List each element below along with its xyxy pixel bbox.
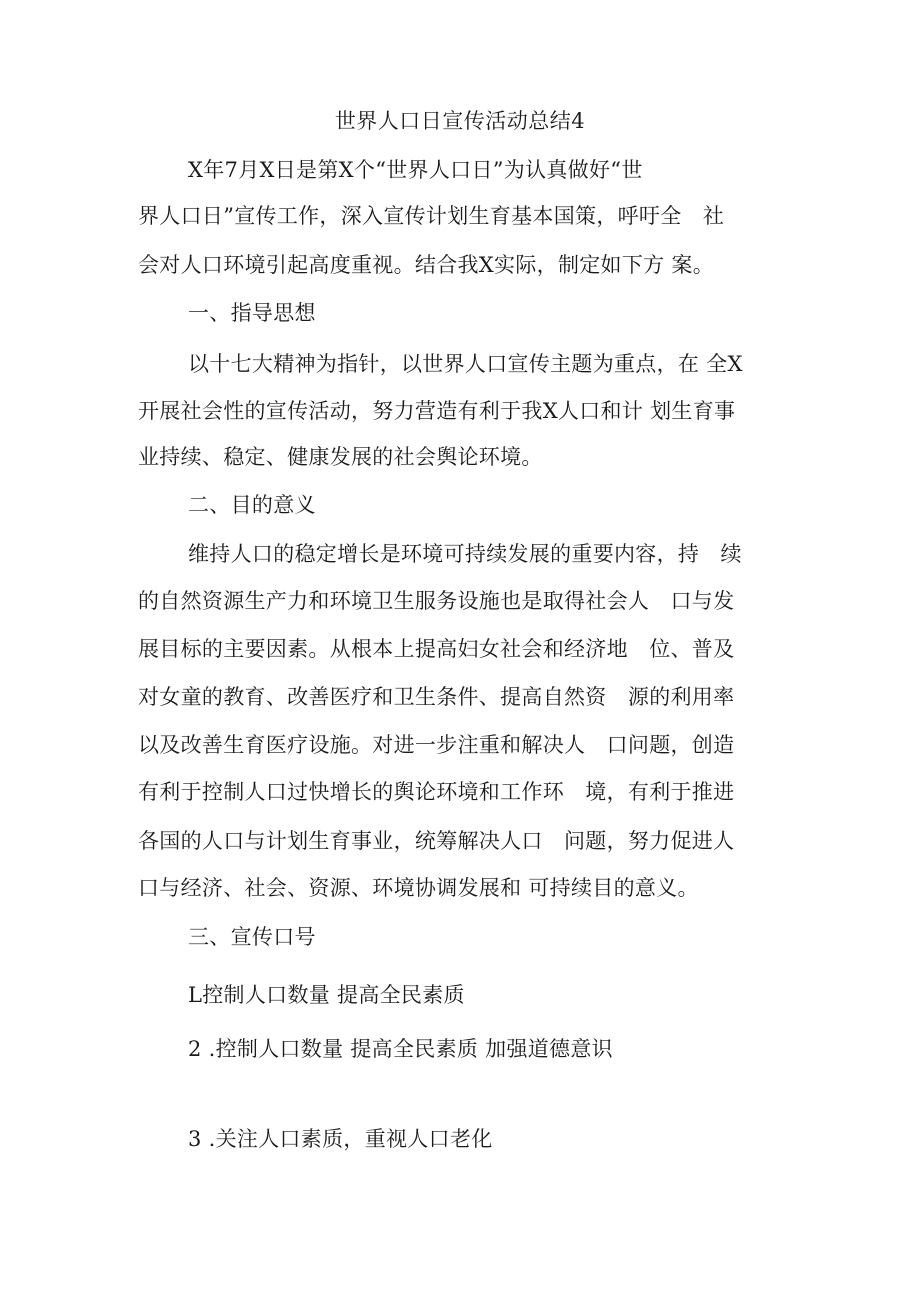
slogan-1: L控制人口数量 提高全民素质 — [188, 983, 465, 1007]
section2-line-6: 有利于控制人口过快增长的舆论环境和工作环 境，有利于推进 — [138, 780, 735, 804]
section1-heading: 一、指导思想 — [188, 301, 316, 325]
section2-line-5: 以及改善生育医疗设施。对进一步注重和解决人 口问题，创造 — [138, 733, 735, 757]
document-title: 世界人口日宣传活动总结4 — [334, 109, 586, 133]
section2-line-8: 口与经济、社会、资源、环境协调发展和 可持续目的意义。 — [138, 876, 699, 900]
section1-line-1: 以十七大精神为指针，以世界人口宣传主题为重点，在 全X — [188, 352, 743, 376]
slogan-3: 3 .关注人口素质，重视人口老化 — [188, 1127, 493, 1151]
intro-line-1: X年7月X日是第X个“世界人口日”为认真做好“世 — [188, 158, 643, 182]
intro-line-2: 界人口日”宣传工作，深入宣传计划生育基本国策，呼吁全 社 — [138, 204, 725, 228]
section1-line-2: 开展社会性的宣传活动，努力营造有利于我X人口和计 划生育事 — [138, 399, 736, 423]
intro-line-3: 会对人口环境引起高度重视。结合我X实际，制定如下方 案。 — [138, 253, 715, 277]
section2-line-7: 各国的人口与计划生育事业，统筹解决人口 问题，努力促进人 — [138, 829, 735, 853]
section1-line-3: 业持续、稳定、健康发展的社会舆论环境。 — [138, 445, 543, 469]
section2-line-4: 对女童的教育、改善医疗和卫生条件、提高自然资 源的利用率 — [138, 685, 735, 709]
slogan-2: 2 .控制人口数量 提高全民素质 加强道德意识 — [188, 1037, 613, 1061]
section2-line-3: 展目标的主要因素。从根本上提高妇女社会和经济地 位、普及 — [138, 637, 735, 661]
section2-heading: 二、目的意义 — [188, 493, 316, 517]
section2-line-1: 维持人口的稳定增长是环境可持续发展的重要内容，持 续 — [188, 542, 742, 566]
section2-line-2: 的自然资源生产力和环境卫生服务设施也是取得社会人 口与发 — [138, 589, 735, 613]
section3-heading: 三、宣传口号 — [188, 925, 316, 949]
